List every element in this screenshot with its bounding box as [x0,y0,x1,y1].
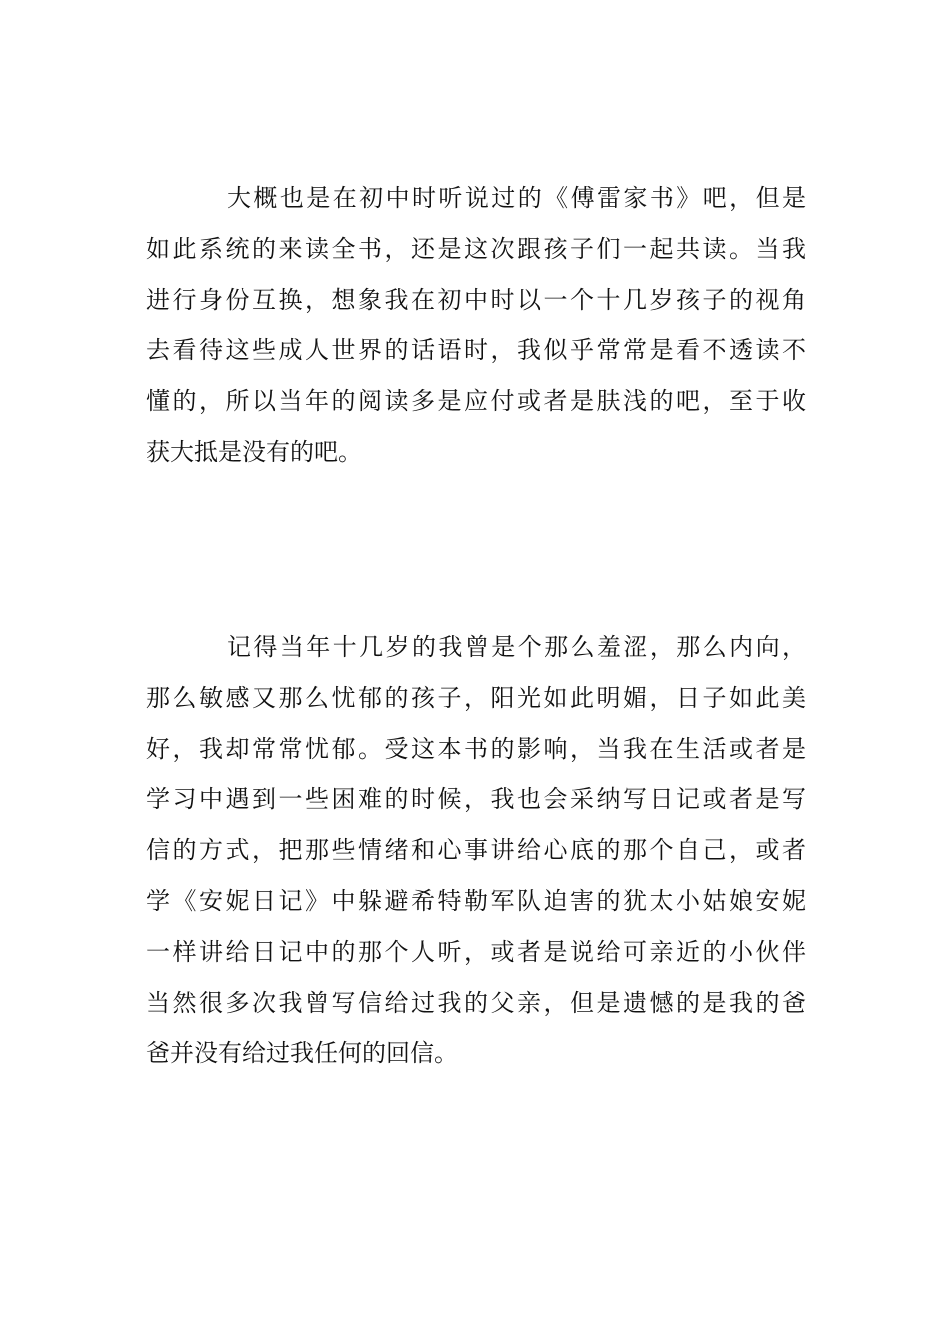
paragraph-1 [146,173,806,478]
paragraph-line: 记得当年十几岁的我曾是个那么羞涩，那么内向， [227,633,806,661]
paragraph-line: 学《安妮日记》中躲避希特勒军队迫害的犹太小姑娘安妮 [146,886,806,915]
paragraph-line: 学习中遇到一些困难的时候，我也会采纳写日记或者是写 [146,785,806,814]
paragraph-line: 一样讲给日记中的那个人听，或者是说给可亲近的小伙伴 [146,937,806,966]
paragraph-2 [146,622,806,1079]
paragraph-line: 当然很多次我曾写信给过我的父亲，但是遗憾的是我的爸 [146,988,806,1017]
paragraph-line: 爸并没有给过我任何的回信。 [146,1039,458,1068]
paragraph-line: 大概也是在初中时听说过的《傅雷家书》吧，但是 [227,184,806,212]
paragraph-line: 信的方式，把那些情绪和心事讲给心底的那个自己，或者 [146,836,806,865]
paragraph-line: 好，我却常常忧郁。受这本书的影响，当我在生活或者是 [146,734,806,763]
paragraph-line: 进行身份互换，想象我在初中时以一个十几岁孩子的视角 [146,285,806,314]
paragraph-line: 懂的，所以当年的阅读多是应付或者是肤浅的吧，至于收 [146,387,806,416]
paragraph-line: 获大抵是没有的吧。 [146,437,362,466]
paragraph-line: 那么敏感又那么忧郁的孩子，阳光如此明媚，日子如此美 [146,683,806,712]
paragraph-line: 去看待这些成人世界的话语时，我似乎常常是看不透读不 [146,336,806,365]
paragraph-line: 如此系统的来读全书，还是这次跟孩子们一起共读。当我 [146,234,806,263]
